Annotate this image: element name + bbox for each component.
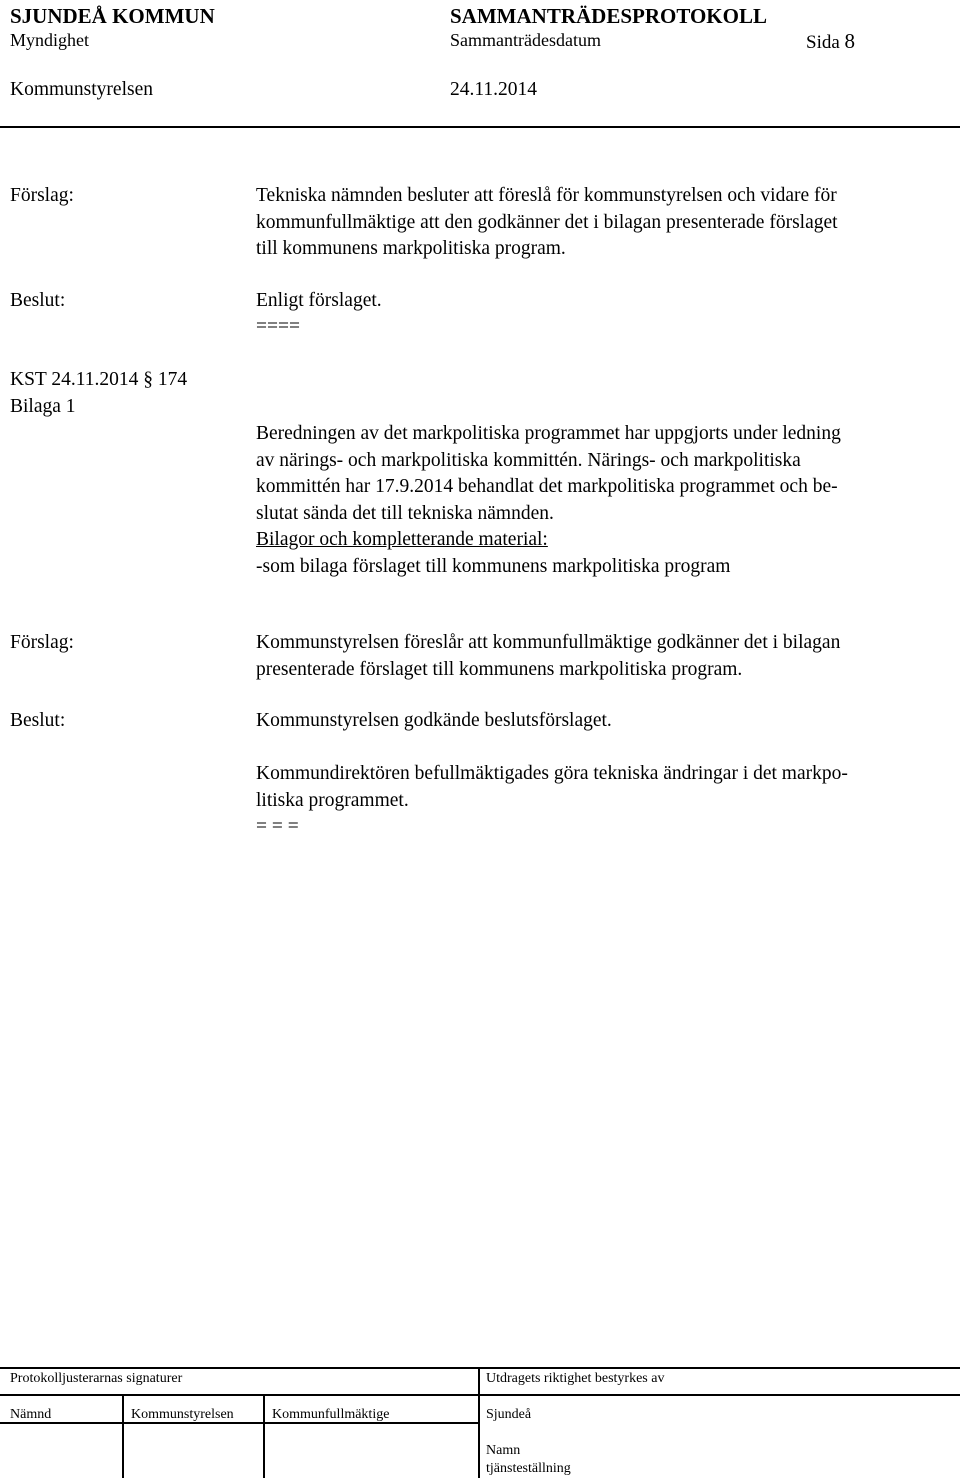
proposal-text-2: [256, 630, 956, 683]
signature-col-kommunfullmaktige: Kommunfullmäktige: [272, 1407, 390, 1422]
decision-text-1: Enligt förslaget.: [256, 290, 382, 311]
page-indicator: [806, 29, 855, 54]
proposal-line: presenterade förslaget till kommunens markpolitiska program.: [256, 658, 743, 680]
proposal-label-1: Förslag:: [10, 185, 74, 206]
proposal-text-1: [256, 183, 956, 263]
authorization-line: litiska programmet.: [256, 789, 409, 811]
end-mark-2: = = =: [256, 816, 299, 837]
decision-text-2: Kommunstyrelsen godkände beslutsförslaget.: [256, 710, 612, 731]
end-mark-1: ====: [256, 316, 300, 337]
name-label: Namn: [486, 1443, 521, 1458]
date-label: Sammanträdesdatum: [450, 30, 601, 50]
org-name: SJUNDEÅ KOMMUN: [10, 4, 215, 28]
footer-center-divider: [478, 1367, 480, 1478]
body-line: av närings- och markpolitiska kommittén. Närings- och markpolitiska: [256, 449, 801, 471]
signature-col-kommunstyrelsen: Kommunstyrelsen: [131, 1407, 234, 1422]
proposal-line: kommunfullmäktige att den godkänner det i bilagan presenterade förslaget: [256, 211, 838, 233]
signature-col-namnd: Nämnd: [10, 1407, 52, 1422]
proposal-label-2: Förslag:: [10, 632, 74, 653]
authorization-text: [256, 761, 956, 841]
footer-col-divider-1: [122, 1394, 124, 1478]
preparation-text: [256, 421, 956, 580]
page-number: 8: [844, 29, 856, 53]
proposal-line: Kommunstyrelsen föreslår att kommunfullmäktige godkänner det i bilagan: [256, 632, 841, 653]
document-type: SAMMANTRÄDESPROTOKOLL: [450, 4, 767, 28]
body-line: kommittén har 17.9.2014 behandlat det markpolitiska programmet och be-: [256, 476, 838, 497]
footer-col-divider-2: [263, 1394, 265, 1478]
certification-place: Sjundeå: [486, 1407, 532, 1422]
position-label: tjänsteställning: [486, 1461, 571, 1476]
body-line: slutat sända det till tekniska nämnden.: [256, 502, 554, 524]
decision-label-1: Beslut:: [10, 290, 66, 311]
attachments-item: -som bilaga förslaget till kommunens markpolitiska program: [256, 555, 731, 577]
case-reference: KST 24.11.2014 § 174: [10, 369, 188, 390]
attachment-ref: Bilaga 1: [10, 396, 76, 417]
extract-label: Utdragets riktighet bestyrkes av: [486, 1371, 665, 1386]
authority-label: Myndighet: [10, 30, 89, 50]
footer-top-divider: [0, 1367, 960, 1369]
attachments-heading: Bilagor och kompletterande material:: [256, 529, 548, 550]
header-divider: [0, 126, 960, 128]
authorization-line: Kommundirektören befullmäktigades göra tekniska ändringar i det markpo-: [256, 763, 848, 784]
signatures-label: Protokolljusterarnas signaturer: [10, 1371, 183, 1386]
page-label: Sida: [806, 32, 840, 53]
proposal-line: Tekniska nämnden besluter att föreslå för kommunstyrelsen och vidare för: [256, 185, 837, 206]
footer-left-row-divider: [0, 1422, 478, 1424]
decision-label-2: Beslut:: [10, 710, 66, 731]
body-line: Beredningen av det markpolitiska programmet har uppgjorts under ledning: [256, 423, 841, 444]
proposal-line: till kommunens markpolitiska program.: [256, 238, 566, 259]
authority-name: Kommunstyrelsen: [10, 79, 153, 100]
footer-row-divider: [0, 1394, 960, 1396]
meeting-date: 24.11.2014: [450, 79, 538, 100]
